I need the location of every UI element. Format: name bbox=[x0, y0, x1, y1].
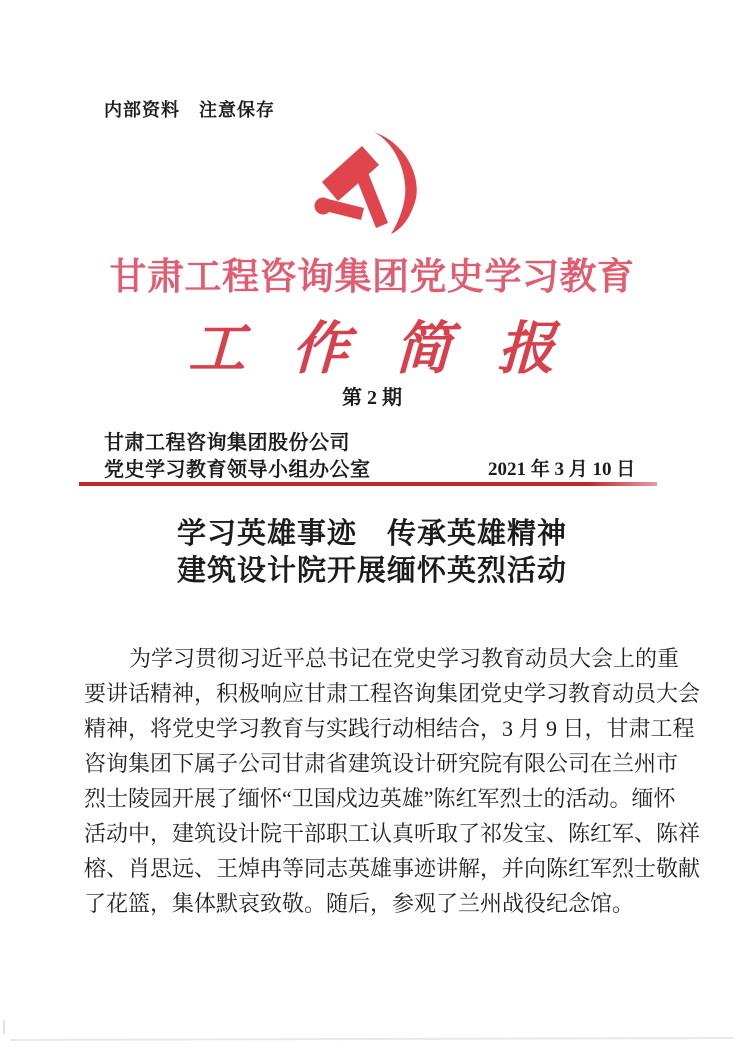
publisher-line1: 甘肃工程咨询集团股份公司 bbox=[104, 432, 350, 454]
article-title-line1: 学习英雄事迹 传承英雄精神 bbox=[176, 518, 567, 550]
issue-date: 2021 年 3 月 10 日 bbox=[488, 459, 636, 480]
body-line: 咨询集团下属子公司甘肃省建筑设计研究院有限公司在兰州市 bbox=[84, 751, 679, 776]
issue-number: 第 2 期 bbox=[342, 387, 402, 409]
red-divider-rule bbox=[79, 482, 657, 486]
article-body bbox=[84, 641, 701, 921]
scan-edge-shadow bbox=[10, 1037, 734, 1041]
document-title: 甘肃工程咨询集团党史学习教育 bbox=[109, 257, 635, 298]
body-line: 烈士陵园开展了缅怀“卫国戍边英雄”陈红军烈士的活动。缅怀 bbox=[84, 786, 676, 811]
body-line: 榕、肖思远、王焯冉等同志英雄事迹讲解，并向陈红军烈士敬献 bbox=[84, 856, 701, 881]
article-title-line2: 建筑设计院开展缅怀英烈活动 bbox=[176, 555, 567, 587]
publisher-block bbox=[104, 430, 371, 484]
publisher-line2: 党史学习教育领导小组办公室 bbox=[104, 459, 371, 481]
scan-edge-tick bbox=[3, 1020, 5, 1034]
masthead-title: 工作简报 bbox=[187, 318, 602, 381]
body-line: 精神，将党史学习教育与实践行动相结合，3 月 9 日，甘肃工程 bbox=[84, 716, 695, 741]
body-line: 要讲话精神，积极响应甘肃工程咨询集团党史学习教育动员大会 bbox=[84, 681, 701, 706]
body-line: 了花篮，集体默哀致敬。随后，参观了兰州战役纪念馆。 bbox=[84, 891, 635, 916]
party-emblem-icon bbox=[309, 132, 435, 236]
body-line: 活动中，建筑设计院干部职工认真听取了祁发宝、陈红军、陈祥 bbox=[84, 821, 701, 846]
body-line: 为学习贯彻习近平总书记在党史学习教育动员大会上的重 bbox=[129, 646, 680, 671]
classification-notice: 内部资料 注意保存 bbox=[104, 100, 275, 120]
article-title bbox=[0, 516, 744, 590]
